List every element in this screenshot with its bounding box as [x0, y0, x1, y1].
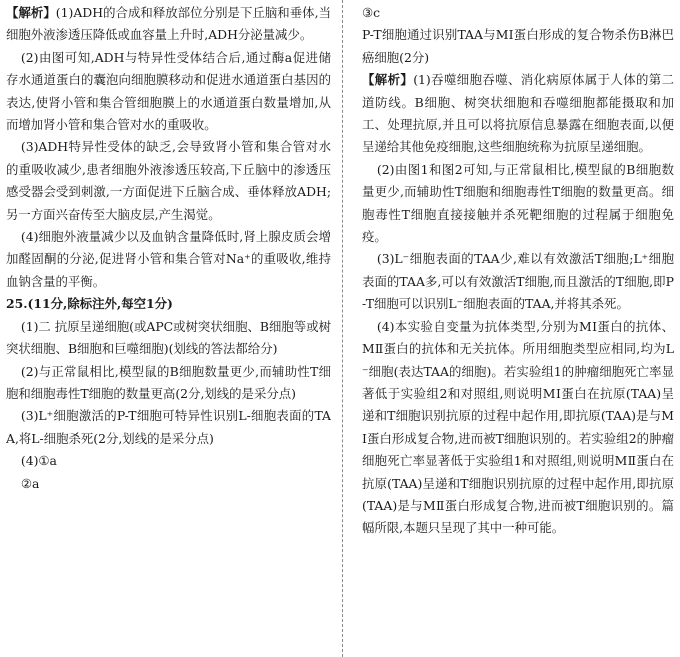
column-divider — [342, 0, 343, 657]
analysis-24-text-1: (1)ADH的合成和释放部位分别是下丘脑和垂体,当细胞外液渗透压降低或血容量上升时,ADH分泌量减少。 — [6, 5, 331, 43]
analysis-tag: 【解析】 — [362, 72, 414, 88]
analysis-24-para-2: (2)由图可知,ADH与特异性受体结合后,通过酶a促进储存水通道蛋白的囊泡向细胞膜移动和促进水通道蛋白基因的表达,使肾小管和集合管细胞膜上的水通道蛋白数量增加,从而增加肾小管和集合管对水的重吸收。 — [6, 49, 331, 133]
analysis-25-para-3: (3)L⁻细胞表面的TAA少,难以有效激活T细胞;L⁺细胞表面的TAA多,可以有效激活T细胞,而且激活的T细胞,即P-T细胞可以识别L⁻细胞表面的TAA,并将其杀死。 — [362, 251, 674, 312]
left-column — [6, 2, 331, 495]
right-column — [362, 2, 674, 540]
analysis-25-para-1 — [362, 69, 674, 159]
analysis-24-para-4: (4)细胞外液量减少以及血钠含量降低时,肾上腺皮质会增加醛固酮的分泌,促进肾小管和集合管对Na⁺的重吸收,维持血钠含量的平衡。 — [6, 229, 331, 289]
q25-answer-2: (2)与正常鼠相比,模型鼠的B细胞数量更少,而辅助性T细胞和细胞毒性T细胞的数量更高(2分,划线的是采分点) — [6, 363, 331, 401]
q25-answer-3: (3)L⁺细胞激活的P-T细胞可特异性识别L-细胞表面的TAA,将L-细胞杀死(2分,划线的是采分点) — [6, 408, 331, 446]
analysis-tag: 【解析】 — [6, 5, 56, 20]
q25-answer-4-part-3: ③c — [362, 5, 381, 20]
q25-answer-4-part-1: (4)①a — [20, 453, 57, 469]
q25-answer-1: (1)二 抗原呈递细胞(或APC或树突状细胞、B细胞等或树突状细胞、B细胞和巨噬细胞)(划线的答法都给分) — [6, 318, 331, 357]
q25-answer-4-note: P-T细胞通过识别TAA与MⅠ蛋白形成的复合物杀伤B淋巴癌细胞(2分) — [362, 27, 674, 65]
q25-answer-4-part-2: ②a — [20, 475, 40, 491]
question-25-header: 25.(11分,除标注外,每空1分) — [6, 296, 173, 312]
analysis-24-para-3: (3)ADH特异性受体的缺乏,会导致肾小管和集合管对水的重吸收减少,患者细胞外液渗透压较高,下丘脑中的渗透压感受器会受到刺激,一方面促进下丘脑合成、垂体释放ADH;另一方面兴奋传至大脑皮层,产生渴觉。 — [6, 139, 331, 222]
analysis-24-para-1 — [6, 2, 331, 47]
analysis-25-para-2: (2)由图1和图2可知,与正常鼠相比,模型鼠的B细胞数量更少,而辅助性T细胞和细胞毒性T细胞的数量更高。细胞毒性T细胞直接接触并杀死靶细胞的过程属于细胞免疫。 — [362, 161, 674, 245]
analysis-25-text-1: (1)吞噬细胞吞噬、消化病原体属于人体的第二道防线。B细胞、树突状细胞和吞噬细胞都能摄取和加工、处理抗原,并且可以将抗原信息暴露在细胞表面,以便呈递给其他免疫细胞,这些细胞统称为抗原呈递细胞。 — [362, 72, 675, 155]
analysis-25-para-4: (4)本实验自变量为抗体类型,分别为MⅠ蛋白的抗体、MⅡ蛋白的抗体和无关抗体。所用细胞类型应相同,均为L⁻细胞(表达TAA的细胞)。若实验组1的肿瘤细胞死亡率显著低于实验组2和对照组,则说明MⅠ蛋白在抗原(TAA)呈递和T细胞识别抗原的过程中起作用,即抗原(TAA)是与MⅠ蛋白形成复合物,进而被T细胞识别的。若实验组2的肿瘤细胞死亡率显著低于实验组1和对照组,则说明MⅡ蛋白在抗原(TAA)呈递和T细胞识别抗原的过程中起作用,即抗原(TAA)是与MⅡ蛋白形成复合物,进而被T细胞识别的。篇幅所限,本题只呈现了其中一种可能。 — [362, 318, 674, 536]
